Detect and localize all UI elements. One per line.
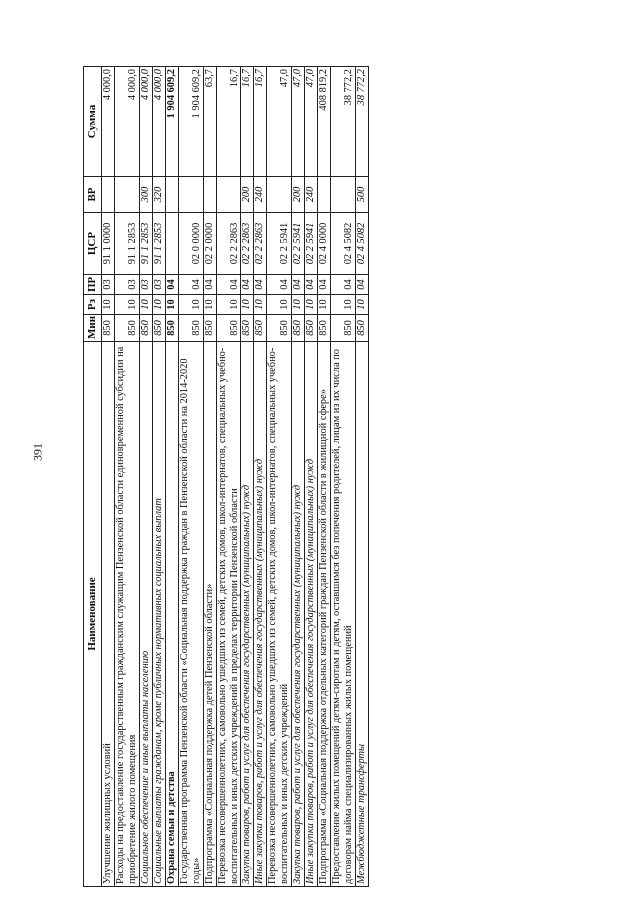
cell-csr (165, 213, 178, 275)
cell-sum: 47,0 (305, 67, 318, 177)
cell-csr: 02 2 5941 (292, 213, 305, 275)
cell-pr: 04 (254, 275, 267, 295)
cell-name: Улучшение жилищных условий (102, 342, 115, 887)
cell-vr (318, 177, 331, 213)
table-row (267, 67, 292, 887)
cell-min: 850 (178, 315, 203, 342)
cell-vr (165, 177, 178, 213)
cell-min: 850 (102, 315, 115, 342)
cell-vr (331, 177, 356, 213)
cell-sum: 4 000,0 (139, 67, 152, 177)
table-row (165, 67, 178, 887)
cell-vr: 320 (152, 177, 165, 213)
budget-table (83, 66, 369, 887)
cell-min: 850 (165, 315, 178, 342)
table-row (318, 67, 331, 887)
cell-min: 850 (216, 315, 241, 342)
cell-vr: 200 (241, 177, 254, 213)
header-rz: Рз (84, 295, 102, 315)
cell-pr: 04 (203, 275, 216, 295)
cell-csr: 02 2 5941 (305, 213, 318, 275)
cell-min: 850 (267, 315, 292, 342)
header-min: Мин (84, 315, 102, 342)
cell-sum: 1 904 609,2 (178, 67, 203, 177)
cell-sum: 4 000,0 (114, 67, 139, 177)
cell-vr (102, 177, 115, 213)
cell-pr: 04 (165, 275, 178, 295)
cell-rz: 10 (356, 295, 369, 315)
cell-pr: 03 (152, 275, 165, 295)
cell-min: 850 (305, 315, 318, 342)
cell-sum: 38 772,2 (356, 67, 369, 177)
table-row (254, 67, 267, 887)
table-row (331, 67, 356, 887)
cell-name: Перевозка несовершеннолетних, самовольно ушедших из семей, детских домов, школ-интернатов, специальных учебно-воспитательных и иных детских учреждений в пределах территории Пензенской области (216, 342, 241, 887)
cell-sum: 4 000,0 (152, 67, 165, 177)
cell-rz: 10 (152, 295, 165, 315)
cell-rz: 10 (241, 295, 254, 315)
cell-pr: 03 (114, 275, 139, 295)
cell-min: 850 (139, 315, 152, 342)
cell-pr: 04 (178, 275, 203, 295)
cell-min: 850 (203, 315, 216, 342)
cell-rz: 10 (114, 295, 139, 315)
cell-pr: 04 (305, 275, 318, 295)
cell-vr (178, 177, 203, 213)
cell-csr: 91 1 2853 (139, 213, 152, 275)
cell-vr: 500 (356, 177, 369, 213)
cell-name: Межбюджетные трансферты (356, 342, 369, 887)
table-row (114, 67, 139, 887)
cell-sum: 47,0 (267, 67, 292, 177)
cell-csr: 02 2 2863 (241, 213, 254, 275)
cell-name: Подпрограмма «Социальная поддержка детей Пензенской области» (203, 342, 216, 887)
cell-rz: 10 (139, 295, 152, 315)
cell-rz: 10 (254, 295, 267, 315)
cell-rz: 10 (305, 295, 318, 315)
cell-name: Охрана семьи и детства (165, 342, 178, 887)
cell-csr: 02 4 0000 (318, 213, 331, 275)
cell-vr (267, 177, 292, 213)
cell-rz: 10 (203, 295, 216, 315)
cell-csr: 02 2 0000 (203, 213, 216, 275)
cell-min: 850 (152, 315, 165, 342)
cell-sum: 408 819,2 (318, 67, 331, 177)
table-row (216, 67, 241, 887)
cell-name: Расходы на предоставление государственным гражданским служащим Пензенской области единовременной субсидии на приобретение жилого помещения (114, 342, 139, 887)
rotated-table-container (83, 67, 561, 887)
cell-name: Социальное обеспечение и иные выплаты населению (139, 342, 152, 887)
cell-csr: 02 0 0000 (178, 213, 203, 275)
cell-csr: 02 2 2863 (216, 213, 241, 275)
cell-vr (216, 177, 241, 213)
cell-vr (203, 177, 216, 213)
cell-pr: 03 (102, 275, 115, 295)
cell-csr: 91 1 0000 (102, 213, 115, 275)
cell-name: Государственная программа Пензенской области «Социальная поддержка граждан в Пензенской области на 2014-2020 годы» (178, 342, 203, 887)
cell-csr: 02 2 5941 (267, 213, 292, 275)
cell-pr: 04 (356, 275, 369, 295)
cell-min: 850 (356, 315, 369, 342)
cell-rz: 10 (178, 295, 203, 315)
cell-rz: 10 (267, 295, 292, 315)
cell-pr: 04 (318, 275, 331, 295)
cell-rz: 10 (292, 295, 305, 315)
table-row (292, 67, 305, 887)
cell-csr: 02 2 2863 (254, 213, 267, 275)
cell-sum: 47,0 (292, 67, 305, 177)
cell-sum: 1 904 609,2 (165, 67, 178, 177)
cell-min: 850 (292, 315, 305, 342)
cell-name: Закупка товаров, работ и услуг для обеспечения государственных (муниципальных) нужд (241, 342, 254, 887)
cell-name: Закупка товаров, работ и услуг для обеспечения государственных (муниципальных) нужд (292, 342, 305, 887)
cell-pr: 04 (267, 275, 292, 295)
cell-min: 850 (114, 315, 139, 342)
cell-sum: 16,7 (216, 67, 241, 177)
table-row (356, 67, 369, 887)
cell-csr: 91 1 2853 (152, 213, 165, 275)
cell-name: Подпрограмма «Социальная поддержка отдельных категорий граждан Пензенской области в жилищной сфере» (318, 342, 331, 887)
cell-name: Иные закупки товаров, работ и услуг для обеспечения государственных (муниципальных) нужд (254, 342, 267, 887)
cell-rz: 10 (165, 295, 178, 315)
cell-sum: 63,7 (203, 67, 216, 177)
table-header-row (84, 67, 102, 887)
header-name: Наименование (84, 342, 102, 887)
table-row (178, 67, 203, 887)
cell-rz: 10 (318, 295, 331, 315)
cell-pr: 03 (139, 275, 152, 295)
cell-vr (114, 177, 139, 213)
cell-vr: 200 (292, 177, 305, 213)
header-csr: ЦСР (84, 213, 102, 275)
cell-vr: 240 (254, 177, 267, 213)
table-row (203, 67, 216, 887)
cell-csr: 02 4 5082 (331, 213, 356, 275)
cell-name: Перевозка несовершеннолетних, самовольно ушедших из семей, детских домов, школ-интернатов, специальных учебно-воспитательных и иных детских учреждений (267, 342, 292, 887)
cell-name: Социальные выплаты гражданам, кроме публичных нормативных социальных выплат (152, 342, 165, 887)
cell-pr: 04 (216, 275, 241, 295)
cell-csr: 91 1 2853 (114, 213, 139, 275)
page-number: 391 (30, 443, 45, 461)
table-row (139, 67, 152, 887)
header-sum: Сумма (84, 67, 102, 177)
cell-sum: 4 000,0 (102, 67, 115, 177)
cell-pr: 04 (241, 275, 254, 295)
cell-min: 850 (241, 315, 254, 342)
cell-min: 850 (254, 315, 267, 342)
cell-sum: 16,7 (254, 67, 267, 177)
table-row (152, 67, 165, 887)
cell-pr: 04 (292, 275, 305, 295)
cell-csr: 02 4 5082 (356, 213, 369, 275)
header-pr: ПР (84, 275, 102, 295)
cell-rz: 10 (102, 295, 115, 315)
cell-name: Предоставление жилых помещений детям-сиротам и детям, оставшимся без попечения родителей, лицам из их числа по договорам найма специализированных жилых помещений (331, 342, 356, 887)
cell-rz: 10 (216, 295, 241, 315)
cell-min: 850 (318, 315, 331, 342)
cell-vr: 300 (139, 177, 152, 213)
cell-name: Иные закупки товаров, работ и услуг для обеспечения государственных (муниципальных) нужд (305, 342, 318, 887)
table-row (241, 67, 254, 887)
cell-min: 850 (331, 315, 356, 342)
cell-sum: 38 772,2 (331, 67, 356, 177)
header-vr: ВР (84, 177, 102, 213)
table-row (102, 67, 115, 887)
cell-rz: 10 (331, 295, 356, 315)
cell-pr: 04 (331, 275, 356, 295)
cell-sum: 16,7 (241, 67, 254, 177)
table-body (102, 67, 369, 887)
cell-vr: 240 (305, 177, 318, 213)
table-row (305, 67, 318, 887)
